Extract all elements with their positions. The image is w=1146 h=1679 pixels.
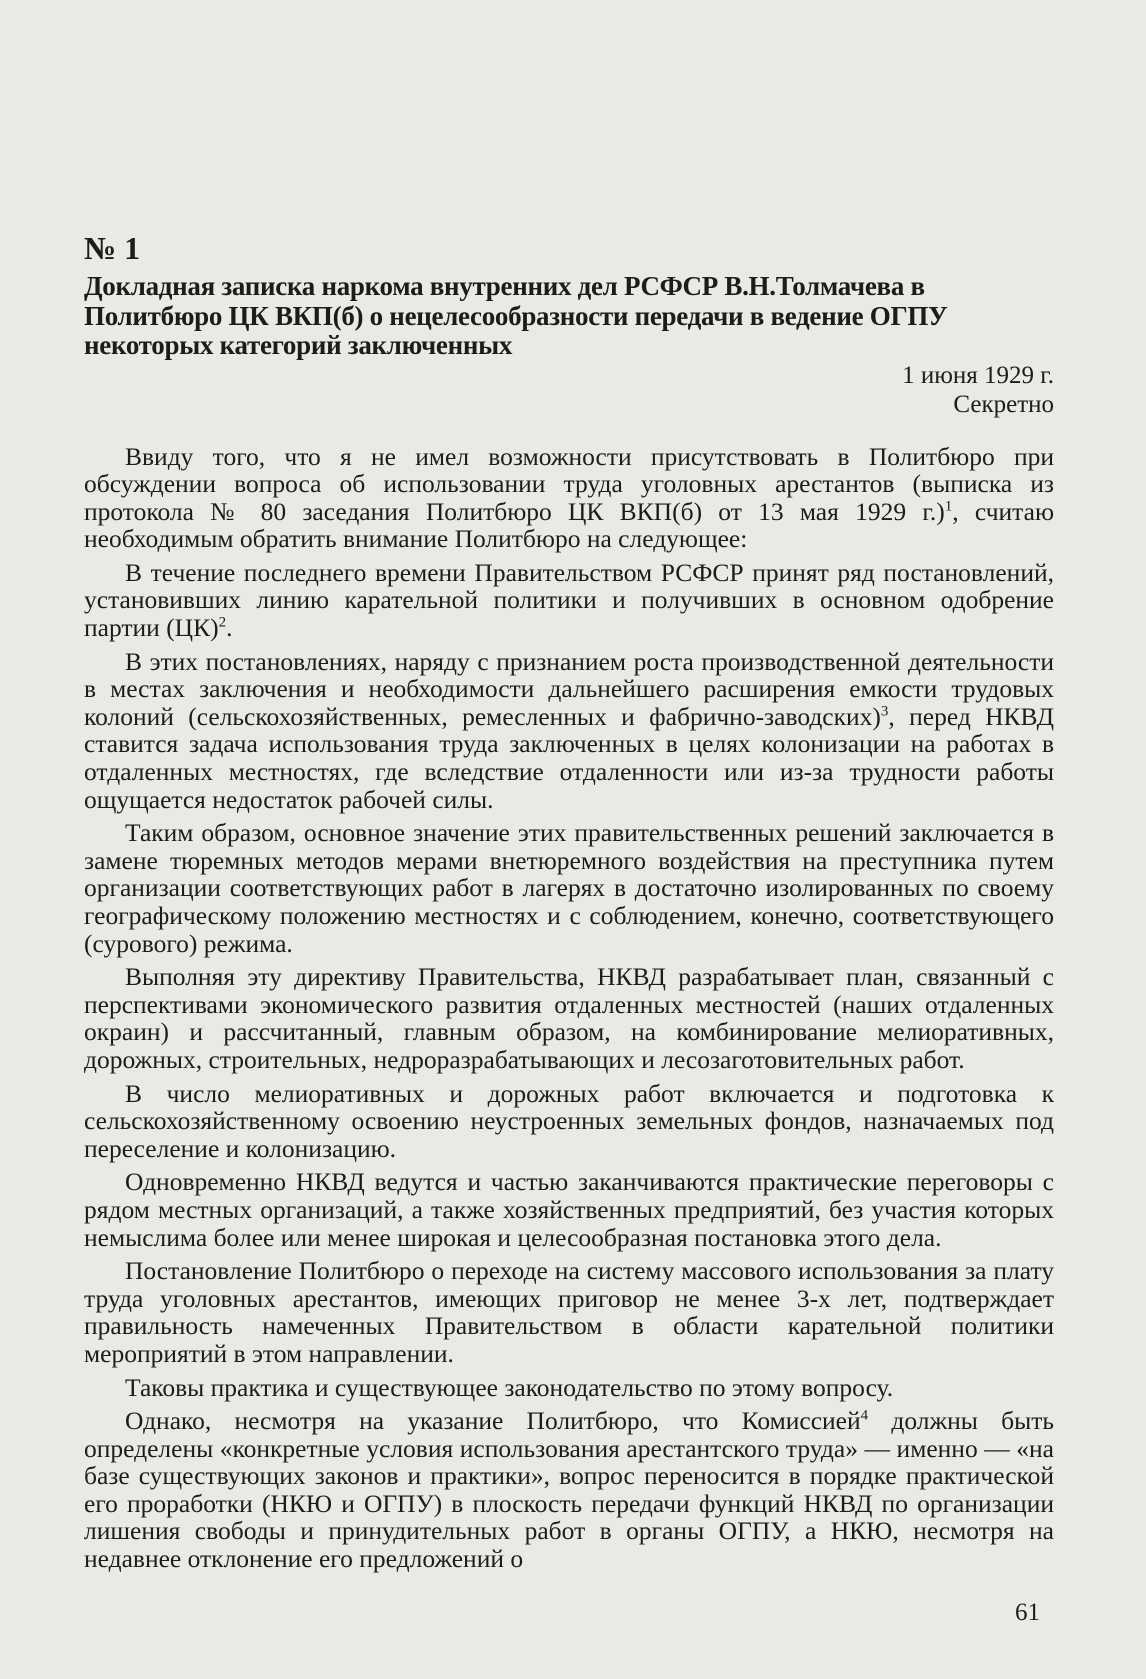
document-title: Докладная записка наркома внутренних дел РСФСР В.Н.Толмачева в Политбюро ЦК ВКП(б) о нецелесообразности передачи в ведение ОГПУ некоторых категорий заключенных: [84, 271, 948, 360]
paragraph: В этих постановлениях, наряду с признанием роста производственной деятельности в местах заключения и необходимости дальнейшего расширения емкости трудовых колоний (сельскохозяйственных, ремесленных и фабрично-заводских)$^3$, перед НКВД ставится задача использования труда заключенных в целях колонизации на работах в отдаленных местностях, где вследствие отдаленности или из-за трудности работы ощущается недостаток рабочей силы.: [84, 646, 1054, 814]
paragraph: Выполняя эту директиву Правительства, НКВД разрабатывает план, связанный с перспективами экономического развития отдаленных местностей (наших отдаленных окраин) и рассчитанный, главным образом, на комбинирование мелиоративных, дорожных, строительных, недроразрабатывающих и лесозаготовительных работ.: [84, 962, 1054, 1074]
paragraph: Таковы практика и существующее законодательство по этому вопросу.: [125, 1372, 894, 1402]
footnote-ref: 1: [944, 498, 953, 515]
footnote-ref: 2: [218, 614, 227, 631]
document-date: 1 июня 1929 г.: [902, 361, 1054, 389]
paragraph: В число мелиоративных и дорожных работ включается и подготовка к сельскохозяйственному освоению неустроенных земельных фондов, назначаемых под переселение и колонизацию.: [84, 1078, 1054, 1163]
paragraph: Таким образом, основное значение этих правительственных решений заключается в замене тюремных методов мерами внетюремного воздействия на преступника путем организации соответствующих работ в лагерях в достаточно изолированных по своему географическому положению местностях и с соблюдением, конечно, соответствующего (сурового) режима.: [84, 818, 1054, 958]
paragraph: Постановление Политбюро о переходе на систему массового использования за плату труда уголовных арестантов, имеющих приговор не менее 3-х лет, подтверждает правильность намеченных Правительством в области карательной политики мероприятий в этом направлении.: [84, 1256, 1054, 1368]
paragraph: В течение последнего времени Правительством РСФСР принят ряд постановлений, установивших линию карательной политики и получивших в основном одобрение партии (ЦК)$^2$.: [84, 557, 1054, 643]
document-number: № 1: [84, 230, 141, 266]
page-number: 61: [1015, 1599, 1040, 1626]
footnote-ref: 3: [880, 703, 889, 720]
document-body: [84, 443, 1054, 1573]
footnote-ref: 4: [860, 1407, 869, 1424]
document-content: [84, 230, 1054, 1579]
document-meta: [84, 361, 1054, 419]
classification-label: Секретно: [953, 390, 1054, 418]
paragraph: Одновременно НКВД ведутся и частью заканчиваются практические переговоры с рядом местных организаций, а также хозяйственных предприятий, без участия которых немыслима более или менее широкая и целесообразная постановка этого дела.: [84, 1167, 1054, 1252]
paragraph: Ввиду того, что я не имел возможности присутствовать в Политбюро при обсуждении вопроса об использовании труда уголовных арестантов (выписка из протокола № 80 заседания Политбюро ЦК ВКП(б) от 13 мая 1929 г.)$^1$, считаю необходимым обратить внимание Политбюро на следующее:: [84, 441, 1054, 554]
paragraph: Однако, несмотря на указание Политбюро, что Комиссией$^4$ должны быть определены «конкретные условия использования арестантского труда» — именно — «на базе существующих законов и практики», вопрос переносится в порядке практической его проработки (НКЮ и ОГПУ) в плоскость передачи функций НКВД по организации лишения свободы и принудительных работ в органы ОГПУ, а НКЮ, несмотря на недавнее отклонение его предложений о: [84, 1406, 1054, 1574]
